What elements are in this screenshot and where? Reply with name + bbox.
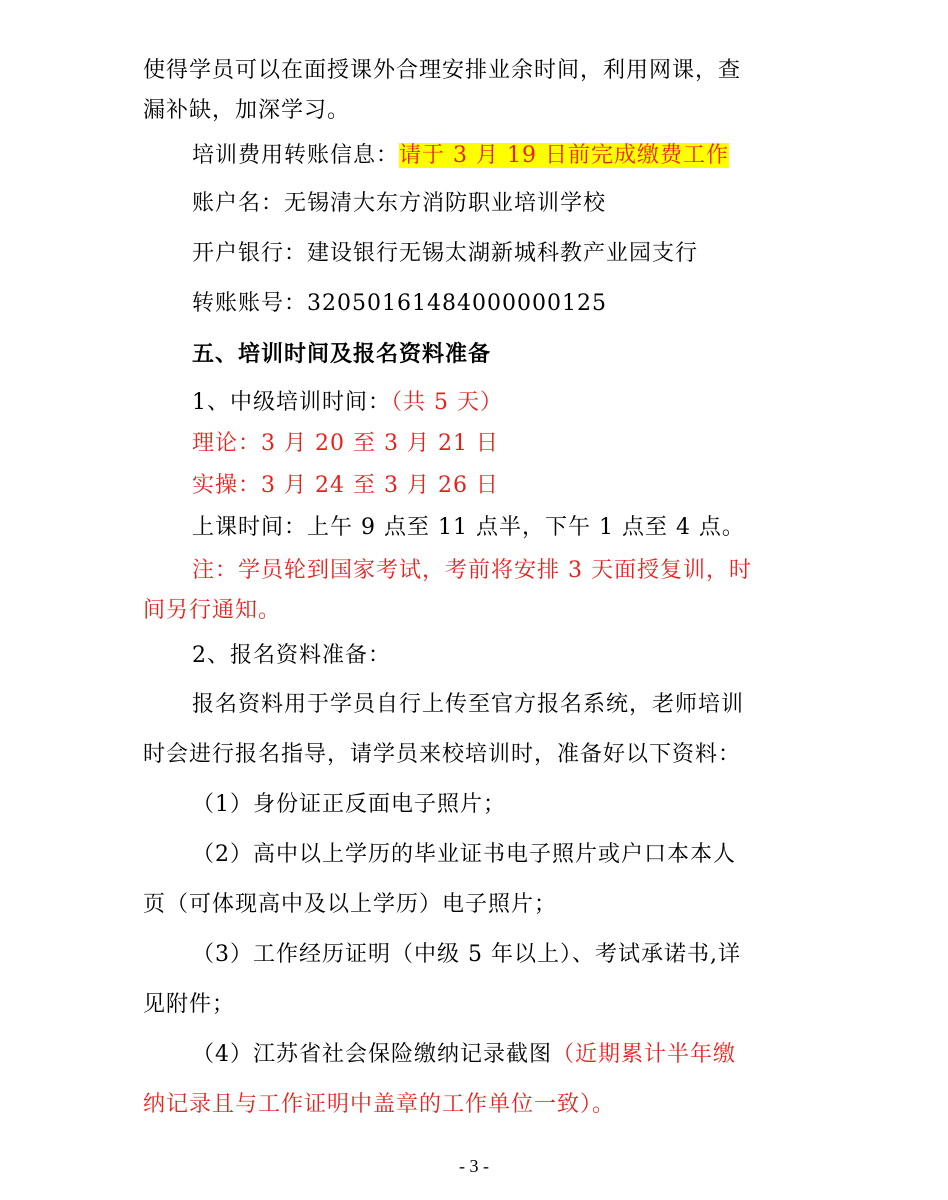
- training-time-line: [192, 388, 872, 418]
- list-item-continuation: 页（可体现高中及以上学历）电子照片；: [143, 892, 558, 917]
- list-item: [192, 1040, 872, 1070]
- list-item: （2）高中以上学历的毕业证书电子照片或户口本本人: [192, 842, 736, 867]
- account-name-line: 账户名：无锡清大东方消防职业培训学校: [192, 191, 607, 216]
- transfer-info-line: [192, 141, 872, 171]
- paragraph-line: 时会进行报名指导，请学员来校培训时，准备好以下资料：: [143, 742, 742, 767]
- practice-dates-line: 实操：3 月 24 至 3 月 26 日: [192, 473, 499, 498]
- list-item-continuation: 纳记录且与工作证明中盖章的工作单位一致）。: [143, 1092, 616, 1117]
- note-line: 间另行通知。: [143, 598, 282, 623]
- page-number: - 3 -: [459, 1156, 489, 1176]
- list-item-red-note: （近期累计半年缴: [552, 1042, 737, 1067]
- class-hours-line: 上课时间：上午 9 点至 11 点半，下午 1 点至 4 点。: [192, 515, 745, 540]
- paragraph-line: 报名资料用于学员自行上传至官方报名系统，老师培训: [192, 692, 745, 717]
- list-item-continuation: 见附件；: [143, 992, 236, 1017]
- section-heading: 五、培训时间及报名资料准备: [192, 341, 492, 367]
- paragraph-line: 使得学员可以在面授课外合理安排业余时间，利用网课，查: [143, 58, 742, 83]
- payment-deadline-highlight: 请于 3 月 19 日前完成缴费工作: [399, 143, 729, 168]
- training-time-label: 1、中级培训时间：: [192, 390, 391, 415]
- list-item: （3）工作经历证明（中级 5 年以上）、考试承诺书,详: [192, 942, 741, 967]
- list-item: （1）身份证正反面电子照片；: [192, 792, 506, 817]
- training-days-note: （共 5 天）: [391, 390, 503, 415]
- account-number-line: 转账账号：32050161484000000125: [192, 291, 607, 316]
- bank-line: 开户银行：建设银行无锡太湖新城科教产业园支行: [192, 241, 699, 266]
- transfer-info-label: 培训费用转账信息：: [192, 143, 400, 168]
- list-item-text: （4）江苏省社会保险缴纳记录截图: [192, 1042, 552, 1067]
- theory-dates-line: 理论：3 月 20 至 3 月 21 日: [192, 431, 499, 456]
- paragraph-line: 漏补缺，加深学习。: [143, 98, 351, 123]
- materials-heading: 2、报名资料准备：: [192, 643, 391, 668]
- note-line: 注：学员轮到国家考试，考前将安排 3 天面授复训，时: [192, 558, 752, 583]
